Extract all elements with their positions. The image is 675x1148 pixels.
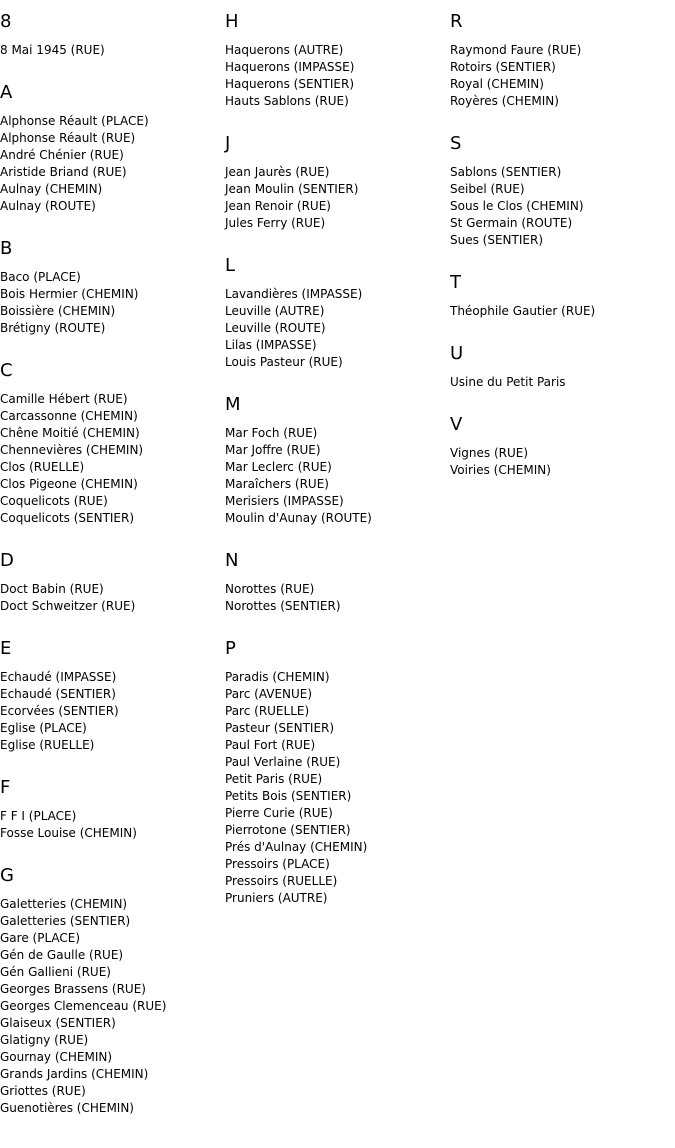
- street-list: [0, 896, 225, 1117]
- index-section: [0, 639, 225, 754]
- street-entry: Chêne Moitié (CHEMIN): [0, 426, 140, 440]
- section-letter-heading: 8: [0, 11, 12, 32]
- street-entry: Clos (RUELLE): [0, 460, 85, 474]
- street-entry: Brétigny (ROUTE): [0, 321, 106, 335]
- street-list: [0, 113, 225, 215]
- street-list: [225, 581, 450, 615]
- index-section: [225, 395, 450, 527]
- street-entry: Fosse Louise (CHEMIN): [0, 826, 137, 840]
- index-section: [0, 778, 225, 842]
- index-section: [0, 12, 225, 59]
- street-entry: Lavandières (IMPASSE): [225, 287, 363, 301]
- section-letter-heading: M: [225, 394, 241, 415]
- street-entry: Raymond Faure (RUE): [450, 43, 582, 57]
- street-entry: Louis Pasteur (RUE): [225, 355, 343, 369]
- street-list: [225, 286, 450, 371]
- section-letter-heading: G: [0, 865, 14, 886]
- street-entry: Aristide Briand (RUE): [0, 165, 127, 179]
- street-entry: Paradis (CHEMIN): [225, 670, 330, 684]
- index-section: [225, 551, 450, 615]
- street-entry: Parc (AVENUE): [225, 687, 313, 701]
- index-section: [0, 866, 225, 1117]
- street-list: [0, 669, 225, 754]
- street-list: [450, 303, 675, 320]
- street-entry: Pressoirs (RUELLE): [225, 874, 338, 888]
- street-entry: Mar Leclerc (RUE): [225, 460, 332, 474]
- street-entry: Jules Ferry (RUE): [225, 216, 326, 230]
- street-entry: St Germain (ROUTE): [450, 216, 573, 230]
- street-entry: Pierre Curie (RUE): [225, 806, 333, 820]
- street-entry: Haquerons (IMPASSE): [225, 60, 355, 74]
- street-entry: Eglise (RUELLE): [0, 738, 95, 752]
- street-entry: Doct Schweitzer (RUE): [0, 599, 136, 613]
- street-entry: Guenotières (CHEMIN): [0, 1101, 134, 1115]
- street-list: [0, 42, 225, 59]
- street-entry: Gén Gallieni (RUE): [0, 965, 111, 979]
- index-section: [450, 273, 675, 320]
- street-entry: Royères (CHEMIN): [450, 94, 559, 108]
- street-entry: Boissière (CHEMIN): [0, 304, 116, 318]
- street-entry: Vignes (RUE): [450, 446, 529, 460]
- index-section: [225, 12, 450, 110]
- street-entry: Coquelicots (RUE): [0, 494, 108, 508]
- street-entry: Petit Paris (RUE): [225, 772, 323, 786]
- street-entry: Eglise (PLACE): [0, 721, 87, 735]
- street-entry: Seibel (RUE): [450, 182, 525, 196]
- street-entry: Pierrotone (SENTIER): [225, 823, 351, 837]
- street-entry: Pressoirs (PLACE): [225, 857, 330, 871]
- street-entry: Doct Babin (RUE): [0, 582, 104, 596]
- street-entry: Leuville (AUTRE): [225, 304, 325, 318]
- street-entry: Jean Jaurès (RUE): [225, 165, 330, 179]
- street-entry: Camille Hébert (RUE): [0, 392, 128, 406]
- section-letter-heading: B: [0, 238, 13, 259]
- street-entry: Paul Fort (RUE): [225, 738, 316, 752]
- street-entry: Chennevières (CHEMIN): [0, 443, 144, 457]
- section-letter-heading: E: [0, 638, 12, 659]
- index-section: [450, 134, 675, 249]
- street-entry: Georges Brassens (RUE): [0, 982, 146, 996]
- street-list: [0, 808, 225, 842]
- street-list: [225, 425, 450, 527]
- index-section: [225, 639, 450, 907]
- street-entry: Coquelicots (SENTIER): [0, 511, 135, 525]
- street-entry: Mar Foch (RUE): [225, 426, 318, 440]
- section-letter-heading: P: [225, 638, 236, 659]
- street-entry: Jean Renoir (RUE): [225, 199, 331, 213]
- street-entry: Grands Jardins (CHEMIN): [0, 1067, 149, 1081]
- section-letter-heading: V: [450, 414, 463, 435]
- street-entry: Glatigny (RUE): [0, 1033, 89, 1047]
- street-entry: Lilas (IMPASSE): [225, 338, 317, 352]
- street-entry: Haquerons (SENTIER): [225, 77, 354, 91]
- street-entry: F F I (PLACE): [0, 809, 77, 823]
- section-letter-heading: U: [450, 343, 464, 364]
- street-entry: Echaudé (SENTIER): [0, 687, 116, 701]
- index-section: [225, 134, 450, 232]
- street-entry: Glaiseux (SENTIER): [0, 1016, 116, 1030]
- street-entry: Sues (SENTIER): [450, 233, 543, 247]
- street-entry: Norottes (RUE): [225, 582, 315, 596]
- street-list: [225, 164, 450, 232]
- index-section: [450, 415, 675, 479]
- street-entry: Alphonse Réault (RUE): [0, 131, 136, 145]
- street-entry: Voiries (CHEMIN): [450, 463, 551, 477]
- index-section: [450, 344, 675, 391]
- street-entry: Mar Joffre (RUE): [225, 443, 321, 457]
- street-entry: Haquerons (AUTRE): [225, 43, 344, 57]
- street-list: [0, 391, 225, 527]
- section-letter-heading: A: [0, 82, 13, 103]
- section-letter-heading: N: [225, 550, 239, 571]
- index-section: [225, 256, 450, 371]
- index-section: [0, 83, 225, 215]
- index-column-3: [450, 0, 675, 479]
- street-entry: Aulnay (ROUTE): [0, 199, 96, 213]
- street-entry: Royal (CHEMIN): [450, 77, 544, 91]
- street-entry: Rotoirs (SENTIER): [450, 60, 556, 74]
- street-entry: Alphonse Réault (PLACE): [0, 114, 149, 128]
- section-letter-heading: T: [450, 272, 461, 293]
- street-list: [450, 445, 675, 479]
- street-entry: Usine du Petit Paris: [450, 375, 566, 389]
- street-entry: Moulin d'Aunay (ROUTE): [225, 511, 372, 525]
- street-entry: Baco (PLACE): [0, 270, 81, 284]
- index-section: [450, 12, 675, 110]
- street-entry: Gournay (CHEMIN): [0, 1050, 113, 1064]
- street-entry: Georges Clemenceau (RUE): [0, 999, 167, 1013]
- street-entry: Prés d'Aulnay (CHEMIN): [225, 840, 368, 854]
- street-list: [225, 669, 450, 907]
- street-entry: Aulnay (CHEMIN): [0, 182, 103, 196]
- street-entry: Hauts Sablons (RUE): [225, 94, 349, 108]
- street-entry: Petits Bois (SENTIER): [225, 789, 352, 803]
- street-entry: Sablons (SENTIER): [450, 165, 562, 179]
- street-list: [450, 164, 675, 249]
- street-entry: Galetteries (SENTIER): [0, 914, 131, 928]
- street-entry: Ecorvées (SENTIER): [0, 704, 119, 718]
- street-entry: Pruniers (AUTRE): [225, 891, 328, 905]
- street-entry: Gare (PLACE): [0, 931, 81, 945]
- street-entry: Norottes (SENTIER): [225, 599, 341, 613]
- section-letter-heading: J: [225, 133, 231, 154]
- section-letter-heading: H: [225, 11, 239, 32]
- street-entry: Echaudé (IMPASSE): [0, 670, 117, 684]
- section-letter-heading: S: [450, 133, 462, 154]
- street-entry: Bois Hermier (CHEMIN): [0, 287, 139, 301]
- street-entry: Leuville (ROUTE): [225, 321, 326, 335]
- street-entry: Théophile Gautier (RUE): [450, 304, 596, 318]
- street-list: [225, 42, 450, 110]
- street-list: [450, 42, 675, 110]
- street-entry: Parc (RUELLE): [225, 704, 310, 718]
- index-column-2: [225, 0, 450, 907]
- street-entry: Griottes (RUE): [0, 1084, 86, 1098]
- street-entry: Gén de Gaulle (RUE): [0, 948, 124, 962]
- section-letter-heading: C: [0, 360, 13, 381]
- street-entry: André Chénier (RUE): [0, 148, 124, 162]
- section-letter-heading: R: [450, 11, 463, 32]
- index-section: [0, 239, 225, 337]
- street-entry: Pasteur (SENTIER): [225, 721, 335, 735]
- street-list: [0, 269, 225, 337]
- index-section: [0, 361, 225, 527]
- street-entry: Clos Pigeone (CHEMIN): [0, 477, 138, 491]
- section-letter-heading: D: [0, 550, 14, 571]
- street-entry: Paul Verlaine (RUE): [225, 755, 341, 769]
- street-entry: Maraîchers (RUE): [225, 477, 329, 491]
- street-list: [0, 581, 225, 615]
- index-section: [0, 551, 225, 615]
- street-entry: Merisiers (IMPASSE): [225, 494, 344, 508]
- section-letter-heading: F: [0, 777, 11, 798]
- index-column-1: [0, 0, 225, 1117]
- section-letter-heading: L: [225, 255, 236, 276]
- street-list: [450, 374, 675, 391]
- street-entry: Carcassonne (CHEMIN): [0, 409, 138, 423]
- street-entry: 8 Mai 1945 (RUE): [0, 43, 105, 57]
- street-entry: Sous le Clos (CHEMIN): [450, 199, 584, 213]
- street-entry: Galetteries (CHEMIN): [0, 897, 128, 911]
- street-entry: Jean Moulin (SENTIER): [225, 182, 359, 196]
